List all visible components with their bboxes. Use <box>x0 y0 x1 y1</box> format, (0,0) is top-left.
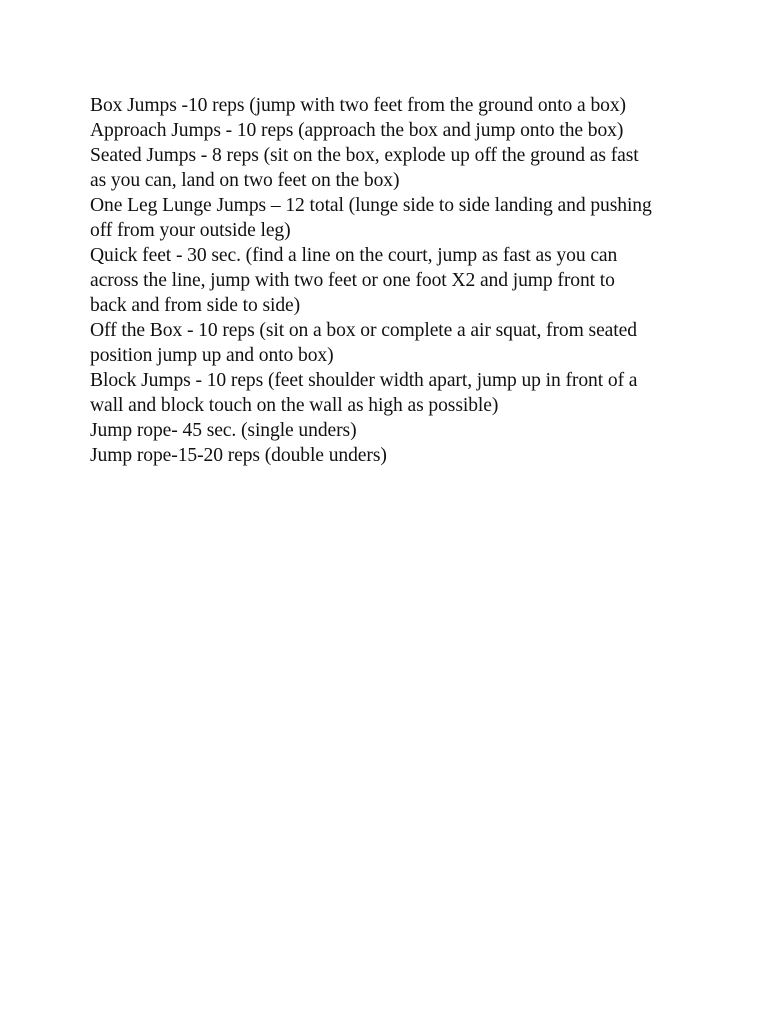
exercise-line-seated-jumps-cont: as you can, land on two feet on the box) <box>90 170 400 191</box>
exercise-list <box>90 93 690 468</box>
exercise-line-block-jumps-cont: wall and block touch on the wall as high as possible) <box>90 395 499 416</box>
exercise-line-seated-jumps: Seated Jumps - 8 reps (sit on the box, explode up off the ground as fast <box>90 145 639 166</box>
exercise-line-jump-rope-double: Jump rope-15-20 reps (double unders) <box>90 445 387 466</box>
exercise-line-quick-feet-cont-1: across the line, jump with two feet or one foot X2 and jump front to <box>90 270 615 291</box>
exercise-line-quick-feet-cont-2: back and from side to side) <box>90 295 301 316</box>
exercise-line-approach-jumps: Approach Jumps - 10 reps (approach the box and jump onto the box) <box>90 120 624 141</box>
exercise-line-one-leg-lunge-jumps-cont: off from your outside leg) <box>90 220 291 241</box>
exercise-line-one-leg-lunge-jumps: One Leg Lunge Jumps – 12 total (lunge side to side landing and pushing <box>90 195 652 216</box>
exercise-line-block-jumps: Block Jumps - 10 reps (feet shoulder width apart, jump up in front of a <box>90 370 638 391</box>
exercise-line-off-the-box: Off the Box - 10 reps (sit on a box or complete a air squat, from seated <box>90 320 637 341</box>
exercise-line-quick-feet: Quick feet - 30 sec. (find a line on the court, jump as fast as you can <box>90 245 618 266</box>
exercise-line-jump-rope-single: Jump rope- 45 sec. (single unders) <box>90 420 357 441</box>
exercise-line-box-jumps: Box Jumps -10 reps (jump with two feet from the ground onto a box) <box>90 95 626 116</box>
exercise-line-off-the-box-cont: position jump up and onto box) <box>90 345 334 366</box>
